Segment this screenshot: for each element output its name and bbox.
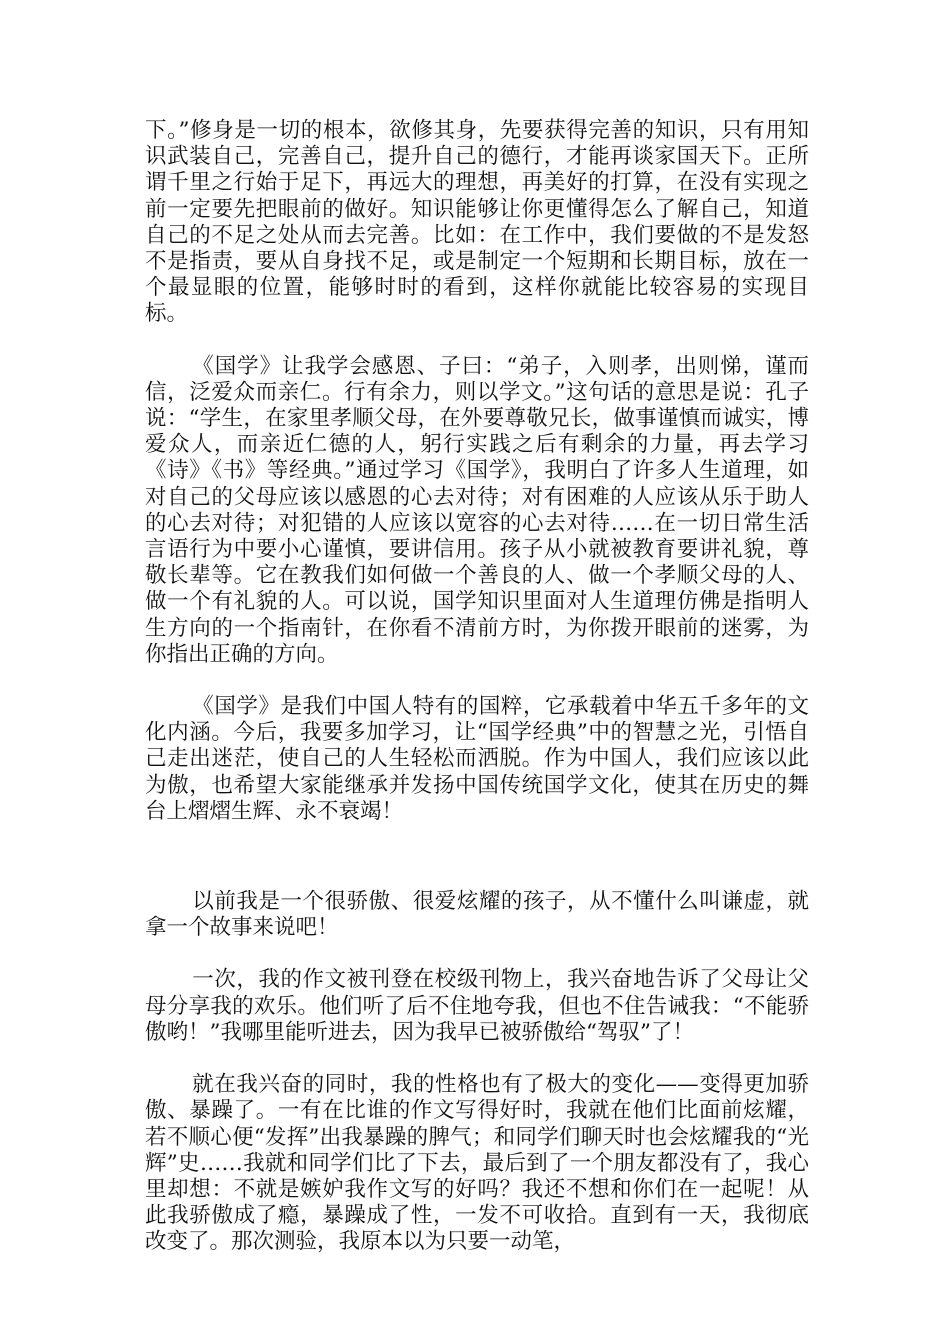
paragraph-essay-published: 一次，我的作文被刊登在校级刊物上，我兴奋地告诉了父母让父母分享我的欢乐。他们听了后不住地夸我，但也不住告诫我：“不能骄傲哟！”我哪里能听进去，因为我早已被骄傲给“驾驭”了！ [145,967,809,1045]
paragraph-self-cultivation: 下。”修身是一切的根本，欲修其身，先要获得完善的知识，只有用知识武装自己，完善自己，提升自己的德行，才能再谈家国天下。正所谓千里之行始于足下，再远大的理想，再美好的打算，在没有实现之前一定要先把眼前的做好。知识能够让你更懂得怎么了解自己，知道自己的不足之处从而去完善。比如：在工作中，我们要做的不是发怒不是指责，要从自身找不足，或是制定一个短期和长期目标，放在一个最显眼的位置，能够时时的看到，这样你就能比较容易的实现目标。 [145,118,809,327]
paragraph-gratitude: 《国学》让我学会感恩、子曰：“弟子，入则孝，出则悌，谨而信，泛爱众而亲仁。行有余力，则以学文。”这句话的意思是说：孔子说：“学生，在家里孝顺父母，在外要尊敬兄长，做事谨慎而诚实，博爱众人，而亲近仁德的人，躬行实践之后有剩余的力量，再去学习《诗》《书》等经典。”通过学习《国学》，我明白了许多人生道理，如对自己的父母应该以感恩的心去对待；对有困难的人应该从乐于助人的心去对待；对犯错的人应该以宽容的心去对待……在一切日常生活言语行为中要小心谨慎，要讲信用。孩子从小就被教育要讲礼貌，尊敬长辈等。它在教我们如何做一个善良的人、做一个孝顺父母的人、做一个有礼貌的人。可以说，国学知识里面对人生道理仿佛是指明人生方向的一个指南针，在你看不清前方时，为你拨开眼前的迷雾，为你指出正确的方向。 [145,353,809,667]
paragraph-story-intro: 以前我是一个很骄傲、很爱炫耀的孩子，从不懂什么叫谦虚，就拿一个故事来说吧！ [145,889,809,941]
paragraph-personality-change: 就在我兴奋的同时，我的性格也有了极大的变化——变得更加骄傲、暴躁了。一有在比谁的作文写得好时，我就在他们比面前炫耀，若不顺心便“发挥”出我暴躁的脾气；和同学们聊天时也会炫耀我的“光辉”史……我就和同学们比了下去，最后到了一个朋友都没有了，我心里却想：不就是嫉妒我作文写的好吗？我还不想和你们在一起呢！从此我骄傲成了瘾，暴躁成了性，一发不可收拾。直到有一天，我彻底改变了。那次测验，我原本以为只要一动笔， [145,1072,809,1255]
document-page [145,118,809,1282]
paragraph-national-essence: 《国学》是我们中国人特有的国粹，它承载着中华五千多年的文化内涵。今后，我要多加学习，让“国学经典”中的智慧之光，引悟自己走出迷茫，使自己的人生轻松而洒脱。作为中国人，我们应该以此为傲，也希望大家能继承并发扬中国传统国学文化，使其在历史的舞台上熠熠生辉、永不衰竭！ [145,694,809,824]
